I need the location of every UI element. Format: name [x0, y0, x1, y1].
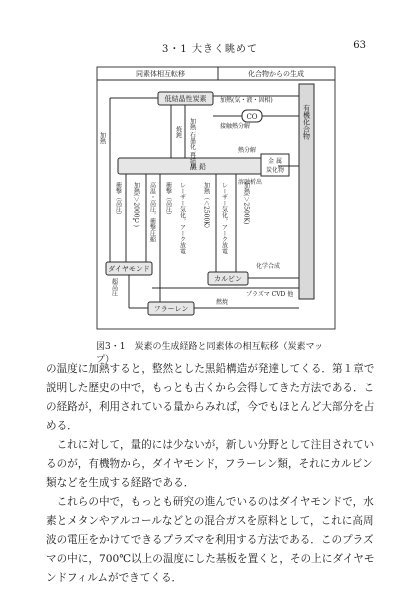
node-carbine-label: カルビン — [214, 275, 242, 283]
label-allotrope: 同素体相互転移 — [136, 70, 185, 78]
paragraph-3: これらの中で，もっとも研究の進んでいるのはダイヤモンドで，水素とメタンやアルコールなどとの混合ガスを原料として，これに高周波の電圧をかけてできるプラズマを利用する方法である．このプラズマの中に，700℃以上の温度にした基板を置くと，その上にダイヤモンドフィルムができてくる． — [46, 496, 375, 584]
body-text — [46, 360, 376, 588]
label-compound: 化合物からの生成 — [248, 70, 304, 78]
label-shock-high-2: 衝撃（高圧） — [164, 182, 172, 218]
figure-caption: 図3・1 炭素の生成経路と同素体の相互転移（炭素マップ） — [96, 342, 324, 365]
section-title: 3・1 大きく眺めて — [162, 44, 258, 55]
node-metal-carbide-label-2: 炭化物 — [265, 167, 285, 174]
label-heating-states: 加熱(気・液・固相) — [220, 97, 273, 104]
node-co-label: CO — [246, 113, 258, 121]
running-header — [46, 40, 374, 56]
paragraph-1: の温度に加熱すると，整然とした黒鉛構造が発達してくる．第１章で説明した歴史の中で，もっとも古くから会得してきた方法である．この経路が，利用されている量からみれば，今でもほとんど大部分を占める． — [46, 363, 375, 432]
carbon-map-svg — [96, 66, 336, 331]
label-contact-decomp: 接触熱分解 — [220, 123, 251, 130]
label-heat-left: 加熱 — [98, 132, 106, 144]
label-plasma-cvd: プラズマ CVD 他 — [246, 291, 294, 298]
label-heating-2500-a: 加熱（＜2500K） — [202, 182, 210, 232]
carbon-map-figure — [96, 66, 336, 331]
label-melt-precip: 溶融析出 — [238, 179, 263, 186]
label-heating-2000: 加熱(＞2000℃) — [132, 182, 140, 227]
label-combustion: 燃焼 — [216, 299, 229, 306]
node-metal-carbide-label-1: 金 属 — [268, 158, 282, 165]
label-high-temp-pressure: 高温・高圧，衝撃圧縮 — [148, 182, 156, 242]
label-heating-catalyst: 加熱 石墨化 再結晶 — [188, 118, 196, 170]
label-calc: 焼鈍 — [174, 126, 182, 138]
label-thermal-decomp: 熱分解 — [238, 147, 257, 154]
label-laser-arc: レーザー気化，アーク放電 — [220, 182, 228, 254]
node-fullerene-label: フラーレン — [153, 305, 189, 313]
node-low-crystal-label: 低結晶性炭素 — [164, 95, 207, 103]
node-diamond-label: ダイヤモンド — [108, 265, 150, 273]
paragraph-2: これに対して，量的には少ないが，新しい分野として注目されているのが，有機物から，ダイヤモンド，フラーレン類，それにカルビン類などを生成する経路である． — [46, 439, 375, 489]
page-number: 63 — [353, 40, 366, 51]
organic-label: 有機化合物 — [302, 104, 311, 140]
node-graphite-label: 黒 鉛 — [189, 163, 207, 171]
label-chem-synthesis: 化学合成 — [256, 263, 281, 270]
label-laser-plasma: レーザー気化，アーク放電 — [178, 182, 186, 254]
label-heating-2500-b: 加熱(＞2500K) — [242, 182, 250, 225]
label-shock-high: 衝撃（高圧） — [114, 182, 122, 218]
label-ultra-high: 超高圧 — [110, 278, 118, 296]
